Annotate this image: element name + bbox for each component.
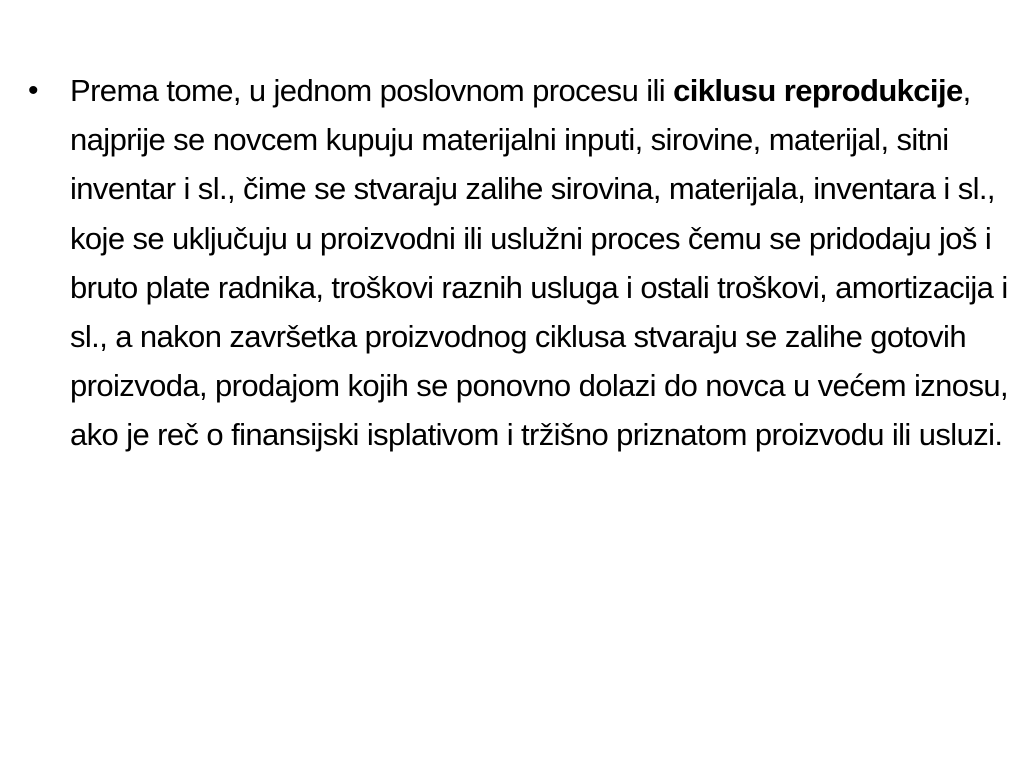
- paragraph-text-start: Prema tome, u jednom poslovnom procesu ili: [70, 73, 674, 108]
- bullet-paragraph: [70, 66, 1008, 460]
- paragraph-text-rest: , najprije se novcem kupuju materijalni inputi, sirovine, materijal, sitni inventar i sl., čime se stvaraju zalihe sirovina, materijala, inventara i sl., koje se uključuju u proizvodni ili uslužni proces čemu se pridodaju još i bruto plate radnika, troškovi raznih usluga i ostali troškovi, amortizacija i sl., a nakon završetka proizvodnog ciklusa stvaraju se zalihe gotovih proizvoda, prodajom kojih se ponovno dolazi do novca u većem iznosu, ako je reč o finansijski isplativom i tržišno priznatom proizvodu ili usluzi.: [70, 73, 1009, 453]
- bullet-item: [28, 66, 1008, 460]
- bullet-icon: •: [28, 74, 39, 107]
- paragraph-bold-term: ciklusu reprodukcije: [673, 73, 963, 108]
